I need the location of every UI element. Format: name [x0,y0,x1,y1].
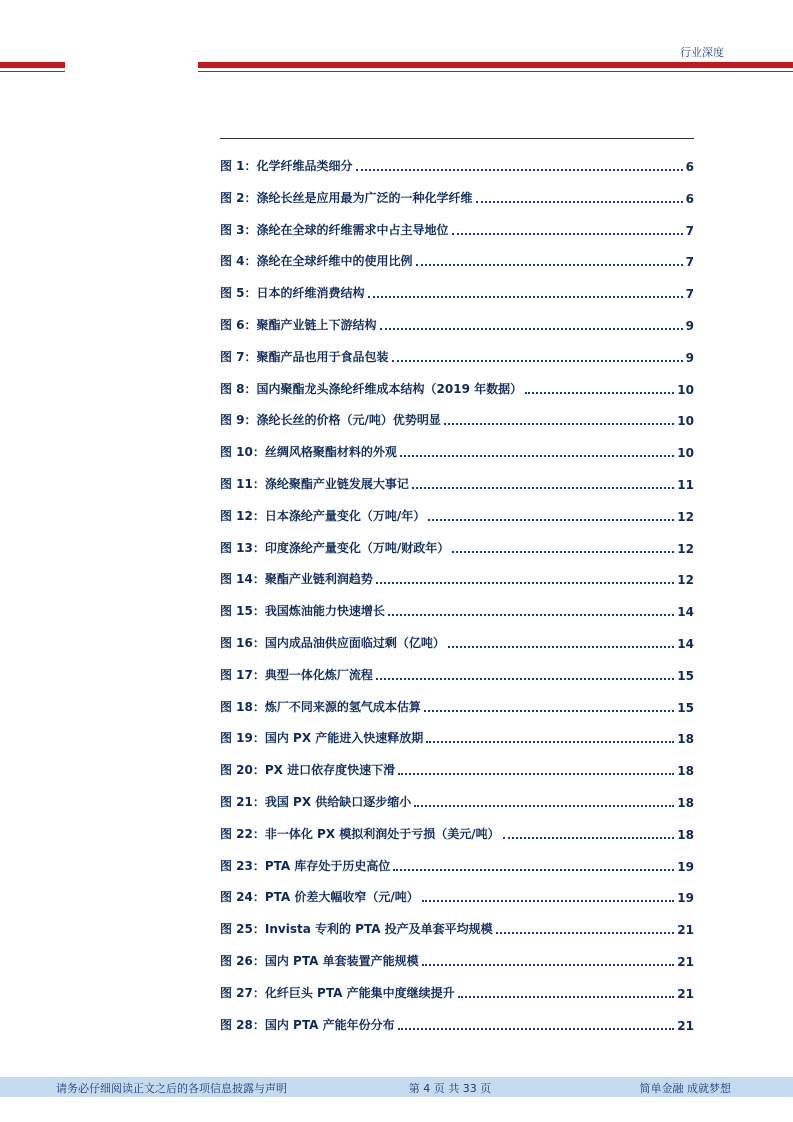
toc-entry-title: 图 5：日本的纤维消费结构 [220,286,365,301]
toc-leader-dots [444,423,674,425]
toc-entry-title: 图 22：非一体化 PX 模拟利润处于亏损（美元/吨） [220,826,500,841]
toc-leader-dots [388,614,674,616]
toc-entry[interactable] [220,917,694,937]
toc-leader-dots [393,869,674,871]
toc-entry[interactable] [220,313,694,333]
toc-entry-title: 图 18：炼厂不同来源的氢气成本估算 [220,699,421,714]
toc-entry-title: 图 28：国内 PTA 产能年份分布 [220,1017,395,1032]
toc-entry[interactable] [220,631,694,651]
toc-leader-dots [392,360,683,362]
toc-entry[interactable] [220,1013,694,1033]
toc-leader-dots [452,233,683,235]
toc-entry-page: 14 [677,637,694,651]
toc-entry-page: 18 [677,764,694,779]
toc-entry-page: 7 [685,255,694,270]
toc-entry[interactable] [220,885,694,905]
toc-leader-dots [476,201,683,203]
footer-slogan: 简单金融 成就梦想 [639,1082,731,1095]
figure-index [220,138,694,1033]
toc-entry[interactable] [220,822,694,842]
footer-page-info: 第 4 页 共 33 页 [408,1082,492,1095]
header-rule-right-thin [198,71,793,72]
toc-entry[interactable] [220,345,694,365]
toc-leader-dots [525,392,674,394]
toc-entry-title: 图 2：涤纶长丝是应用最为广泛的一种化学纤维 [220,190,473,205]
toc-entry-page: 10 [677,382,694,397]
toc-entry-title: 图 12：日本涤纶产量变化（万吨/年） [220,508,426,523]
toc-entry[interactable] [220,663,694,683]
toc-entry-title: 图 3：涤纶在全球的纤维需求中占主导地位 [220,222,449,237]
toc-entry-page: 12 [677,509,694,524]
toc-entry[interactable] [220,758,694,778]
toc-entry-page: 10 [677,446,694,461]
toc-entry-page: 15 [677,668,694,683]
toc-leader-dots [503,837,675,839]
toc-leader-dots [452,551,674,553]
toc-entry[interactable] [220,567,694,587]
toc-entry[interactable] [220,695,694,715]
toc-entry[interactable] [220,472,694,492]
toc-leader-dots [416,264,683,266]
toc-leader-dots [356,169,683,171]
toc-entry-page: 12 [677,573,694,588]
toc-entry[interactable] [220,377,694,397]
toc-entry-title: 图 8：国内聚酯龙头涤纶纤维成本结构（2019 年数据） [220,381,523,396]
toc-entry[interactable] [220,218,694,238]
toc-leader-dots [424,710,674,712]
toc-entry[interactable] [220,408,694,428]
toc-entry[interactable] [220,281,694,301]
toc-entry-title: 图 19：国内 PX 产能进入快速释放期 [220,731,424,746]
toc-entry-title: 图 17：典型一体化炼厂流程 [220,667,373,682]
toc-entry-title: 图 14：聚酯产业链利润趋势 [220,572,373,587]
toc-leader-dots [428,519,674,521]
toc-entry-title: 图 16：国内成品油供应面临过剩（亿吨） [220,636,445,650]
toc-entry-page: 12 [677,541,694,556]
toc-entry[interactable] [220,981,694,1001]
toc-entry-title: 图 6：聚酯产业链上下游结构 [220,318,377,332]
toc-entry-page: 21 [677,986,694,1001]
toc-leader-dots [496,932,675,934]
toc-leader-dots [426,741,674,743]
toc-leader-dots [422,900,675,902]
toc-leader-dots [414,805,674,807]
toc-entry-title: 图 20：PX 进口依存度快速下滑 [220,763,396,778]
toc-leader-dots [448,646,674,648]
toc-entry[interactable] [220,154,694,174]
toc-entry-page: 7 [685,223,694,238]
toc-entry-page: 14 [677,605,694,620]
toc-entry-page: 15 [677,700,694,715]
toc-entry-page: 19 [677,859,694,874]
toc-leader-dots [368,296,683,298]
toc-entry-page: 18 [677,796,694,810]
toc-entry[interactable] [220,949,694,969]
toc-entry-page: 18 [677,732,694,747]
toc-leader-dots [380,328,683,330]
toc-entry-page: 9 [685,319,694,333]
toc-entry[interactable] [220,854,694,874]
toc-leader-dots [376,582,674,584]
footer-disclaimer: 请务必仔细阅读正文之后的各项信息披露与声明 [56,1082,287,1095]
toc-entry-title: 图 10：丝绸风格聚酯材料的外观 [220,445,397,460]
toc-entry-page: 21 [677,923,694,938]
toc-leader-dots [400,455,674,457]
toc-entry-title: 图 13：印度涤纶产量变化（万吨/财政年） [220,540,450,555]
toc-entry-page: 10 [677,414,694,429]
toc-entry[interactable] [220,440,694,460]
toc-entry-title: 图 26：国内 PTA 单套装置产能规模 [220,954,419,968]
toc-entry[interactable] [220,186,694,206]
toc-entry-page: 21 [677,1018,694,1033]
toc-entry-page: 6 [685,160,694,174]
header-rule-left-thin [0,71,65,72]
toc-entry-title: 图 4：涤纶在全球纤维中的使用比例 [220,254,413,269]
toc-entry-page: 6 [685,191,694,206]
toc-entry-title: 图 9：涤纶长丝的价格（元/吨）优势明显 [220,413,441,428]
toc-entry[interactable] [220,504,694,524]
header-tag: 行业深度 [680,46,724,59]
toc-leader-dots [458,996,675,998]
header-rule-right-thick [198,62,793,68]
toc-entry-title: 图 25：Invista 专利的 PTA 投产及单套平均规模 [220,922,493,937]
toc-entry-title: 图 21：我国 PX 供给缺口逐步缩小 [220,795,412,809]
toc-entry-page: 11 [677,478,694,492]
page-footer [0,1077,793,1097]
toc-leader-dots [412,487,674,489]
toc-entry-title: 图 27：化纤巨头 PTA 产能集中度继续提升 [220,985,455,1000]
toc-leader-dots [398,773,674,775]
toc-entry-page: 21 [677,955,694,969]
toc-entry[interactable] [220,726,694,746]
toc-entry[interactable] [220,536,694,556]
toc-leader-dots [398,1028,675,1030]
toc-entry[interactable] [220,790,694,810]
toc-entry-title: 图 11：涤纶聚酯产业链发展大事记 [220,477,409,491]
toc-leader-dots [376,678,674,680]
toc-entry-page: 18 [677,827,694,842]
toc-leader-dots [422,964,675,966]
toc-entry-title: 图 15：我国炼油能力快速增长 [220,604,385,619]
toc-entry-title: 图 23：PTA 库存处于历史高位 [220,858,391,873]
toc-entry-page: 7 [685,287,694,302]
toc-entry-title: 图 24：PTA 价差大幅收窄（元/吨） [220,890,419,905]
toc-entry-page: 9 [685,350,694,365]
toc-entry-title: 图 7：聚酯产品也用于食品包装 [220,349,389,364]
toc-entry[interactable] [220,249,694,269]
header-rule-left-thick [0,62,65,68]
toc-entry-page: 19 [677,891,694,906]
toc-entry[interactable] [220,599,694,619]
toc-entry-title: 图 1：化学纤维品类细分 [220,159,353,173]
